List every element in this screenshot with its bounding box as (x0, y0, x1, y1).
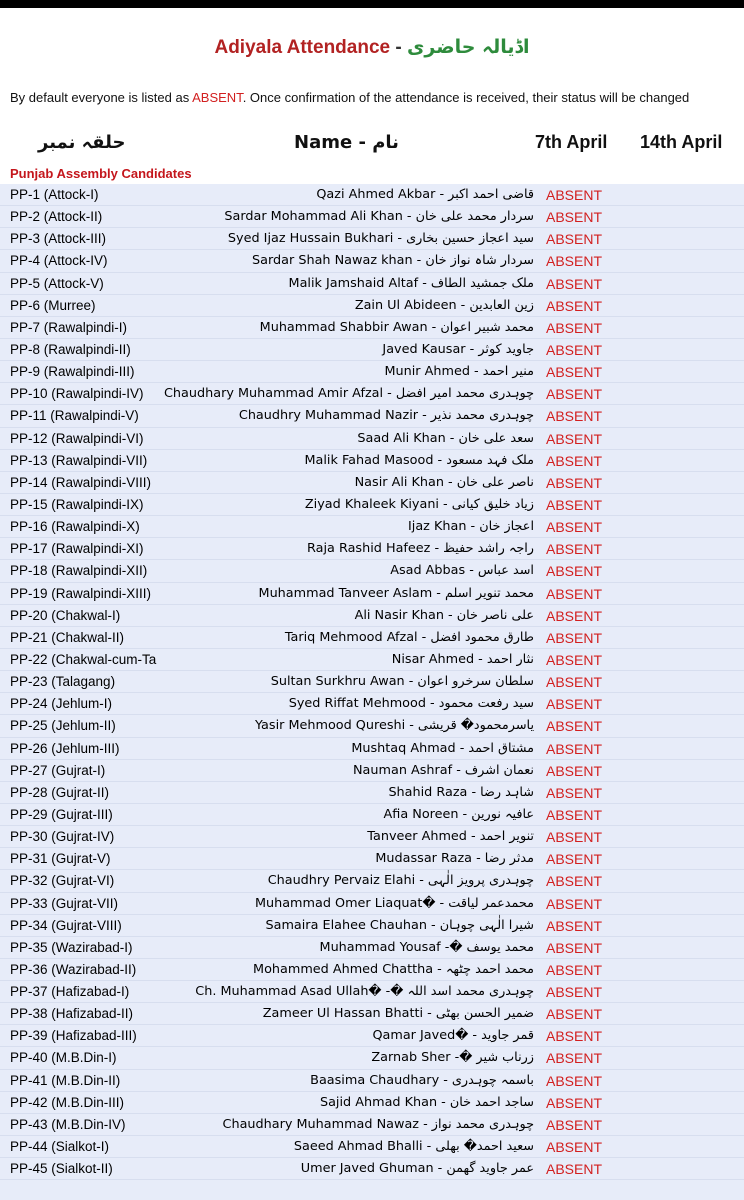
default-status-note (10, 90, 689, 105)
name-cell: Umer Javed Ghuman - عمر جاوید گھمن (300, 1161, 534, 1177)
status-7th-april-cell: ABSENT (546, 1116, 603, 1133)
constituency-cell: PP-18 (Rawalpindi-XII) (10, 563, 148, 579)
status-7th-april-cell: ABSENT (546, 1161, 603, 1178)
status-7th-april-cell: ABSENT (546, 651, 603, 668)
constituency-cell: PP-12 (Rawalpindi-VI) (10, 430, 144, 446)
table-row (0, 1158, 744, 1180)
table-row (0, 848, 744, 870)
attendance-table (0, 184, 744, 1200)
table-row (0, 760, 744, 782)
table-row (0, 516, 744, 538)
constituency-cell: PP-11 (Rawalpindi-V) (10, 408, 139, 424)
status-7th-april-cell: ABSENT (546, 187, 603, 203)
table-row (0, 273, 744, 295)
status-7th-april-cell: ABSENT (546, 209, 603, 226)
constituency-cell: PP-9 (Rawalpindi-III) (10, 364, 135, 380)
table-row (0, 693, 744, 715)
constituency-cell: PP-38 (Hafizabad-II) (10, 1006, 134, 1022)
name-cell: Tariq Mehmood Afzal - طارق محمود افضل (284, 629, 534, 645)
name-cell: Baasima Chaudhary - باسمہ چوہدری (310, 1072, 534, 1088)
name-cell: Muhammad Yousaf -� محمد یوسف (319, 939, 534, 955)
status-7th-april-cell: ABSENT (546, 231, 603, 248)
status-7th-april-cell: ABSENT (546, 496, 603, 513)
table-row (0, 1092, 744, 1114)
table-row (0, 937, 744, 959)
note-absent-word: ABSENT (192, 90, 243, 105)
constituency-cell: PP-3 (Attock-III) (10, 231, 107, 247)
name-cell: Mudassar Raza - مدثر رضا (375, 851, 534, 867)
constituency-cell: PP-44 (Sialkot-I) (10, 1139, 110, 1155)
title-urdu: اڈیالہ حاضری (406, 36, 530, 58)
constituency-cell: PP-22 (Chakwal-cum-Ta (10, 651, 157, 667)
status-7th-april-cell: ABSENT (546, 1094, 603, 1111)
table-row (0, 1025, 744, 1047)
name-cell: Malik Fahad Masood - ملک فہد مسعود (304, 452, 534, 468)
status-7th-april-cell: ABSENT (546, 917, 603, 934)
header-constituency: حلقہ نمبر (38, 132, 126, 153)
title-separator: - (390, 37, 407, 58)
constituency-cell: PP-26 (Jehlum-III) (10, 740, 120, 756)
note-after: . Once confirmation of the attendance is received, their status will be changed (242, 90, 690, 105)
table-row (0, 184, 744, 206)
table-row (0, 605, 744, 627)
status-7th-april-cell: ABSENT (546, 939, 603, 956)
status-7th-april-cell: ABSENT (546, 563, 603, 580)
constituency-cell: PP-6 (Murree) (10, 297, 96, 313)
status-7th-april-cell: ABSENT (546, 1028, 603, 1045)
constituency-cell: PP-13 (Rawalpindi-VII) (10, 452, 148, 468)
constituency-cell: PP-33 (Gujrat-VII) (10, 895, 119, 911)
constituency-cell: PP-14 (Rawalpindi-VIII) (10, 474, 152, 490)
name-cell: Asad Abbas - اسد عباس (390, 563, 534, 579)
name-cell: Ch. Muhammad Asad Ullah� -� چوہدری محمد اسد اللہ (195, 984, 534, 1000)
status-7th-april-cell: ABSENT (546, 629, 603, 646)
status-7th-april-cell: ABSENT (546, 740, 603, 757)
table-row (0, 1003, 744, 1025)
name-cell: Samaira Elahee Chauhan - شیرا الٰہی چوہان (265, 917, 534, 933)
table-row (0, 560, 744, 582)
table-row (0, 1136, 744, 1158)
name-cell: Nisar Ahmed - نثار احمد (391, 651, 534, 667)
status-7th-april-cell: ABSENT (546, 1072, 603, 1089)
name-cell: Chaudhry Muhammad Nazir - چوہدری محمد نذیر (238, 408, 534, 424)
name-cell: Sultan Surkhru Awan - سلطان سرخرو اعوان (270, 674, 534, 690)
name-cell: Muhammad Shabbir Awan - محمد شبیر اعوان (259, 319, 534, 335)
status-7th-april-cell: ABSENT (546, 364, 603, 381)
table-row (0, 450, 744, 472)
constituency-cell: PP-10 (Rawalpindi-IV) (10, 386, 144, 402)
table-row (0, 649, 744, 671)
status-7th-april-cell: ABSENT (546, 895, 603, 912)
constituency-cell: PP-41 (M.B.Din-II) (10, 1072, 121, 1088)
constituency-cell: PP-21 (Chakwal-II) (10, 629, 125, 645)
name-cell: Tanveer Ahmed - تنویر احمد (367, 829, 534, 845)
table-row (0, 981, 744, 1003)
constituency-cell: PP-27 (Gujrat-I) (10, 762, 106, 778)
note-before: By default everyone is listed as (10, 90, 193, 105)
status-7th-april-cell: ABSENT (546, 1050, 603, 1067)
table-row (0, 228, 744, 250)
constituency-cell: PP-16 (Rawalpindi-X) (10, 519, 140, 535)
constituency-cell: PP-42 (M.B.Din-III) (10, 1094, 125, 1110)
name-cell: Raja Rashid Hafeez - راجہ راشد حفیظ (307, 541, 534, 557)
name-cell: Qazi Ahmed Akbar - قاضی احمد اکبر (316, 187, 534, 202)
constituency-cell: PP-15 (Rawalpindi-IX) (10, 496, 144, 512)
status-7th-april-cell: ABSENT (546, 607, 603, 624)
table-row (0, 1070, 744, 1092)
table-row (0, 317, 744, 339)
name-cell: Chaudhry Pervaiz Elahi - چوہدری پرویز الٰہی (267, 873, 534, 889)
constituency-cell: PP-17 (Rawalpindi-XI) (10, 541, 144, 557)
name-cell: Muhammad Tanveer Aslam - محمد تنویر اسلم (258, 585, 534, 601)
table-row (0, 804, 744, 826)
status-7th-april-cell: ABSENT (546, 762, 603, 779)
header-date-1: 7th April (535, 132, 608, 152)
constituency-cell: PP-31 (Gujrat-V) (10, 851, 111, 867)
name-cell: Mushtaq Ahmad - مشتاق احمد (351, 740, 534, 756)
table-row (0, 738, 744, 760)
name-cell: Muhammad Omer Liaquat� - محمدعمر لیاقت (254, 895, 534, 911)
status-7th-april-cell: ABSENT (546, 275, 603, 292)
constituency-cell: PP-32 (Gujrat-VI) (10, 873, 115, 889)
constituency-cell: PP-24 (Jehlum-I) (10, 696, 113, 712)
name-cell: Ziyad Khaleek Kiyani - زیاد خلیق کیانی (304, 496, 534, 512)
table-row (0, 295, 744, 317)
status-7th-april-cell: ABSENT (546, 386, 603, 403)
name-cell: Saeed Ahmad Bhalli - سعید احمد� بھلی (293, 1139, 534, 1155)
status-7th-april-cell: ABSENT (546, 341, 603, 358)
constituency-cell: PP-43 (M.B.Din-IV) (10, 1116, 126, 1132)
name-cell: Sardar Shah Nawaz khan - سردار شاہ نواز خان (252, 253, 534, 269)
constituency-cell: PP-5 (Attock-V) (10, 275, 104, 291)
table-row (0, 538, 744, 560)
table-row (0, 339, 744, 361)
status-7th-april-cell: ABSENT (546, 873, 603, 890)
name-cell: Malik Jamshaid Altaf - ملک جمشید الطاف (288, 275, 534, 291)
constituency-cell: PP-25 (Jehlum-II) (10, 718, 116, 734)
name-cell: Ali Nasir Khan - علی ناصر خان (354, 607, 534, 623)
constituency-cell: PP-40 (M.B.Din-I) (10, 1050, 117, 1066)
constituency-cell: PP-1 (Attock-I) (10, 187, 99, 202)
status-7th-april-cell: ABSENT (546, 474, 603, 491)
status-7th-april-cell: ABSENT (546, 1139, 603, 1156)
table-row (0, 428, 744, 450)
section-title: Punjab Assembly Candidates (10, 166, 192, 181)
name-cell: Sardar Mohammad Ali Khan - سردار محمد علی خان (224, 209, 534, 225)
constituency-cell: PP-20 (Chakwal-I) (10, 607, 121, 623)
header-name: Name - نام (294, 132, 399, 153)
name-cell: Shahid Raza - شاہد رضا (388, 784, 534, 800)
constituency-cell: PP-30 (Gujrat-IV) (10, 829, 115, 845)
constituency-cell: PP-35 (Wazirabad-I) (10, 939, 133, 955)
status-7th-april-cell: ABSENT (546, 297, 603, 314)
name-cell: Nasir Ali Khan - ناصر علی خان (354, 474, 534, 490)
table-row (0, 959, 744, 981)
table-row (0, 361, 744, 383)
constituency-cell: PP-2 (Attock-II) (10, 209, 103, 225)
table-row (0, 1114, 744, 1136)
table-row (0, 826, 744, 848)
name-cell: Yasir Mehmood Qureshi - یاسرمحمود� قریشی (255, 718, 534, 734)
status-7th-april-cell: ABSENT (546, 253, 603, 270)
page-title (0, 36, 744, 59)
table-row (0, 383, 744, 405)
status-7th-april-cell: ABSENT (546, 961, 603, 978)
status-7th-april-cell: ABSENT (546, 541, 603, 558)
constituency-cell: PP-37 (Hafizabad-I) (10, 984, 130, 1000)
status-7th-april-cell: ABSENT (546, 1006, 603, 1023)
status-7th-april-cell: ABSENT (546, 430, 603, 447)
status-7th-april-cell: ABSENT (546, 829, 603, 846)
status-7th-april-cell: ABSENT (546, 984, 603, 1001)
status-7th-april-cell: ABSENT (546, 696, 603, 713)
title-english: Adiyala Attendance (214, 37, 391, 58)
constituency-cell: PP-45 (Sialkot-II) (10, 1161, 113, 1177)
table-row (0, 250, 744, 272)
table-row (0, 1047, 744, 1069)
constituency-cell: PP-29 (Gujrat-III) (10, 806, 113, 822)
status-7th-april-cell: ABSENT (546, 806, 603, 823)
table-row (0, 206, 744, 228)
status-7th-april-cell: ABSENT (546, 851, 603, 868)
table-row (0, 494, 744, 516)
status-7th-april-cell: ABSENT (546, 408, 603, 425)
table-row (0, 627, 744, 649)
status-7th-april-cell: ABSENT (546, 674, 603, 691)
table-row (0, 715, 744, 737)
constituency-cell: PP-23 (Talagang) (10, 674, 116, 690)
constituency-cell: PP-7 (Rawalpindi-I) (10, 319, 128, 335)
name-cell: Syed Ijaz Hussain Bukhari - سید اعجاز حسین بخاری (227, 231, 534, 247)
constituency-cell: PP-4 (Attock-IV) (10, 253, 108, 269)
constituency-cell: PP-39 (Hafizabad-III) (10, 1028, 137, 1044)
status-7th-april-cell: ABSENT (546, 718, 603, 735)
table-row (0, 405, 744, 427)
name-cell: Mohammed Ahmed Chattha - محمد احمد چٹھہ (253, 961, 534, 977)
name-cell: Munir Ahmed - منیر احمد (384, 364, 534, 380)
name-cell: Zarnab Sher -� زرناب شیر (371, 1050, 534, 1066)
name-cell: Zain Ul Abideen - زین العابدین (354, 297, 534, 313)
table-row (0, 583, 744, 605)
name-cell: Javed Kausar - جاوید کوثر (382, 341, 534, 357)
table-row (0, 472, 744, 494)
top-black-bar (0, 0, 744, 8)
name-cell: Nauman Ashraf - نعمان اشرف (352, 762, 534, 778)
name-cell: Qamar Javed� - قمر جاوید (372, 1028, 534, 1044)
name-cell: Zameer Ul Hassan Bhatti - ضمیر الحسن بھٹی (262, 1006, 534, 1022)
constituency-cell: PP-34 (Gujrat-VIII) (10, 917, 122, 933)
table-row (0, 671, 744, 693)
table-row (0, 893, 744, 915)
status-7th-april-cell: ABSENT (546, 319, 603, 336)
name-cell: Sajid Ahmad Khan - ساجد احمد خان (319, 1094, 534, 1110)
name-cell: Saad Ali Khan - سعد علی خان (357, 430, 534, 446)
name-cell: Afia Noreen - عافیہ نورین (383, 806, 534, 822)
status-7th-april-cell: ABSENT (546, 585, 603, 602)
name-cell: Chaudhary Muhammad Nawaz - چوہدری محمد نواز (222, 1116, 534, 1132)
table-row (0, 782, 744, 804)
constituency-cell: PP-19 (Rawalpindi-XIII) (10, 585, 152, 601)
table-row (0, 870, 744, 892)
status-7th-april-cell: ABSENT (546, 784, 603, 801)
header-date-2: 14th April (640, 132, 723, 152)
status-7th-april-cell: ABSENT (546, 519, 603, 536)
constituency-cell: PP-28 (Gujrat-II) (10, 784, 110, 800)
name-cell: Ijaz Khan - اعجاز خان (408, 519, 534, 535)
constituency-cell: PP-36 (Wazirabad-II) (10, 961, 137, 977)
name-cell: Syed Riffat Mehmood - سید رفعت محمود (288, 696, 534, 712)
name-cell: Chaudhary Muhammad Amir Afzal - چوہدری محمد امیر افضل (164, 386, 534, 402)
constituency-cell: PP-8 (Rawalpindi-II) (10, 341, 131, 357)
status-7th-april-cell: ABSENT (546, 452, 603, 469)
table-row (0, 915, 744, 937)
